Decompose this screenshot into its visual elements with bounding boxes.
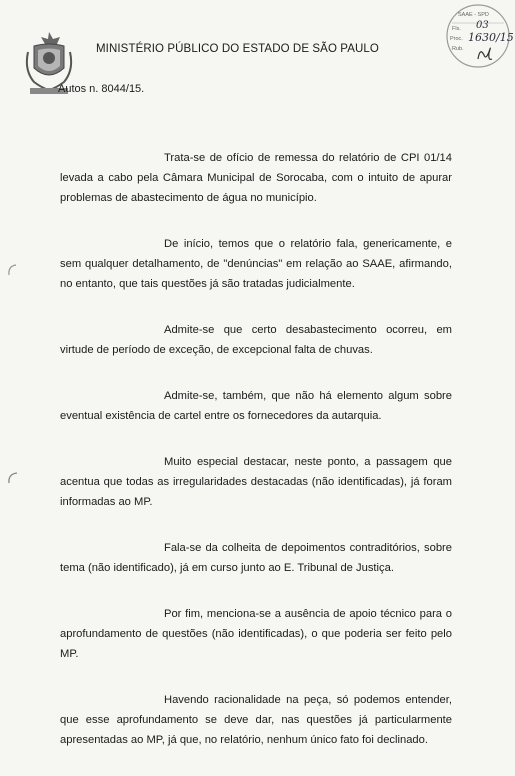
paragraph: Havendo racionalidade na peça, só podemos entender, que esse aprofundamento se deve dar, nas questões já particularmente apresentadas ao MP, já que, no relatório, nenhum único fato foi declinado. bbox=[60, 694, 452, 746]
institution-title: MINISTÉRIO PÚBLICO DO ESTADO DE SÃO PAULO bbox=[96, 43, 379, 55]
stamp-proc-value: 1630/15 bbox=[468, 31, 514, 44]
stamp-label-proc: Proc. bbox=[450, 36, 463, 42]
stamp-label-rub: Rub. bbox=[452, 46, 464, 52]
scan-mark-icon bbox=[4, 470, 20, 486]
paragraph: De início, temos que o relatório fala, genericamente, e sem qualquer detalhamento, de "denúncias" em relação ao SAAE, afirmando, no entanto, que tais questões já são tratadas judicialmente. bbox=[60, 238, 452, 290]
stamp-label-top: SAAE - SPD bbox=[458, 12, 489, 18]
document-body bbox=[60, 148, 452, 776]
signature-icon bbox=[474, 43, 496, 65]
stamp-label-fls: Fls. bbox=[452, 26, 461, 32]
paragraph: Admite-se que certo desabastecimento ocorreu, em virtude de período de exceção, de excepcional falta de chuvas. bbox=[60, 324, 452, 356]
protocol-stamp bbox=[444, 3, 512, 69]
paragraph: Admite-se, também, que não há elemento algum sobre eventual existência de cartel entre os fornecedores da autarquia. bbox=[60, 390, 452, 422]
paragraph: Por fim, menciona-se a ausência de apoio técnico para o aprofundamento de questões (não identificadas), o que poderia ser feito pelo MP. bbox=[60, 608, 452, 660]
stamp-fls-value: 03 bbox=[476, 20, 489, 31]
paragraph: Trata-se de ofício de remessa do relatório de CPI 01/14 levada a cabo pela Câmara Municipal de Sorocaba, com o intuito de apurar problemas de abastecimento de água no município. bbox=[60, 152, 452, 204]
paragraph: Muito especial destacar, neste ponto, a passagem que acentua que todas as irregularidades destacadas (não identificadas), já foram informadas ao MP. bbox=[60, 456, 452, 508]
case-reference: Autos n. 8044/15. bbox=[58, 83, 145, 95]
paragraph: Fala-se da colheita de depoimentos contraditórios, sobre tema (não identificado), já em curso junto ao E. Tribunal de Justiça. bbox=[60, 542, 452, 574]
scan-mark-icon bbox=[4, 262, 20, 278]
